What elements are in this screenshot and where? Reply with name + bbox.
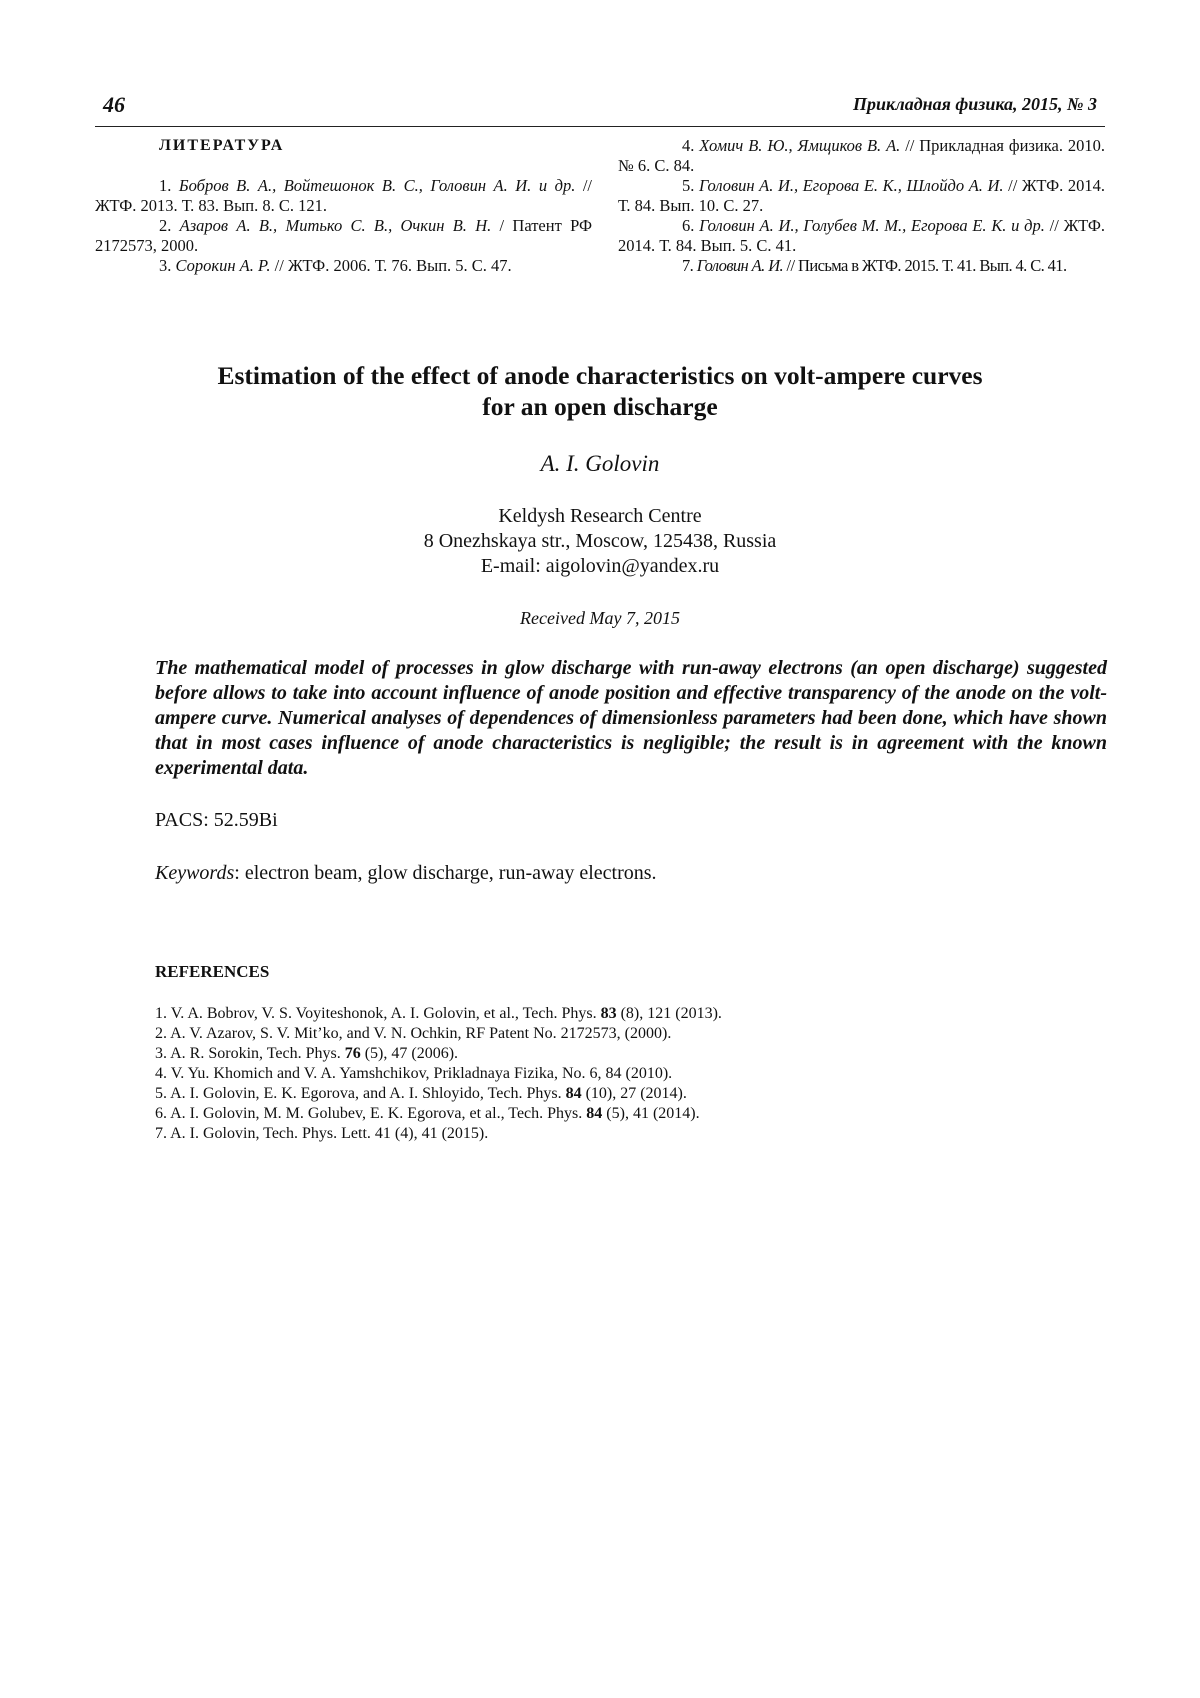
title-line: for an open discharge xyxy=(482,392,718,421)
literature-item: 2. Азаров А. В., Митько С. В., Очкин В. Н. / Патент РФ 2172573, 2000. xyxy=(95,216,593,255)
reference-item: 7. A. I. Golovin, Tech. Phys. Lett. 41 (4), 41 (2015). xyxy=(155,1125,489,1142)
literature-heading: ЛИТЕРАТУРА xyxy=(159,137,285,154)
article-title xyxy=(95,360,1105,422)
keywords xyxy=(155,862,657,885)
address: 8 Onezhskaya str., Moscow, 125438, Russia xyxy=(423,530,777,552)
reference-item: 6. A. I. Golovin, M. M. Golubev, E. K. Egorova, et al., Tech. Phys. 84 (5), 41 (2014). xyxy=(155,1105,700,1122)
literature-item: 6. Головин А. И., Голубев М. М., Егорова Е. К. и др. // ЖТФ. 2014. Т. 84. Вып. 5. С. 41. xyxy=(618,216,1105,255)
literature-item: 7. Головин А. И. // Письма в ЖТФ. 2015. Т. 41. Вып. 4. С. 41. xyxy=(682,256,1067,275)
literature-item: 3. Сорокин А. Р. // ЖТФ. 2006. Т. 76. Вып. 5. С. 47. xyxy=(159,256,512,275)
email: E-mail: aigolovin@yandex.ru xyxy=(480,555,720,577)
received-date: Received May 7, 2015 xyxy=(520,608,680,628)
reference-item: 2. A. V. Azarov, S. V. Mit’ko, and V. N. Ochkin, RF Patent No. 2172573, (2000). xyxy=(155,1025,672,1042)
literature-column-left xyxy=(95,136,592,276)
pacs-code: PACS: 52.59Bi xyxy=(155,809,278,831)
reference-item: 1. V. A. Bobrov, V. S. Voyiteshonok, A. I. Golovin, et al., Tech. Phys. 83 (8), 121 (2013). xyxy=(155,1005,722,1022)
author-name: A. I. Golovin xyxy=(540,451,660,476)
keywords-label: Keywords xyxy=(155,862,235,884)
page-number: 46 xyxy=(103,92,125,117)
journal-title: Прикладная физика, 2015, № 3 xyxy=(852,94,1097,114)
abstract: The mathematical model of processes in glow discharge with run-away electrons (an open discharge) suggested before allows to take into account influence of anode position and effective transparency of the anode on the volt-ampere curve. Numerical analyses of dependences of dimensionless parameters had been done, which have shown that in most cases influence of anode characteristics is negligible; the result is in agreement with the known experimental data. xyxy=(155,657,1107,779)
running-header xyxy=(95,86,1105,127)
literature-column-right xyxy=(618,136,1105,276)
institution: Keldysh Research Centre xyxy=(498,505,702,527)
references-heading: REFERENCES xyxy=(155,962,270,981)
literature-item: 5. Головин А. И., Егорова Е. К., Шлойдо А. И. // ЖТФ. 2014. Т. 84. Вып. 10. С. 27. xyxy=(618,176,1105,215)
reference-item: 4. V. Yu. Khomich and V. A. Yamshchikov, Prikladnaya Fizika, No. 6, 84 (2010). xyxy=(155,1065,673,1082)
literature-item: 1. Бобров В. А., Войтешонок В. С., Головин А. И. и др. // ЖТФ. 2013. Т. 83. Вып. 8. С. 121. xyxy=(95,176,593,215)
keywords-text: : electron beam, glow discharge, run-away electrons. xyxy=(234,862,657,884)
title-line: Estimation of the effect of anode characteristics on volt-ampere curves xyxy=(217,361,983,390)
reference-item: 3. A. R. Sorokin, Tech. Phys. 76 (5), 47 (2006). xyxy=(155,1045,459,1062)
reference-item: 5. A. I. Golovin, E. K. Egorova, and A. I. Shloyido, Tech. Phys. 84 (10), 27 (2014). xyxy=(155,1085,687,1102)
references-list xyxy=(155,1004,1055,1144)
literature-item: 4. Хомич В. Ю., Ямщиков В. А. // Прикладная физика. 2010. № 6. С. 84. xyxy=(618,136,1105,175)
affiliation xyxy=(95,504,1105,579)
